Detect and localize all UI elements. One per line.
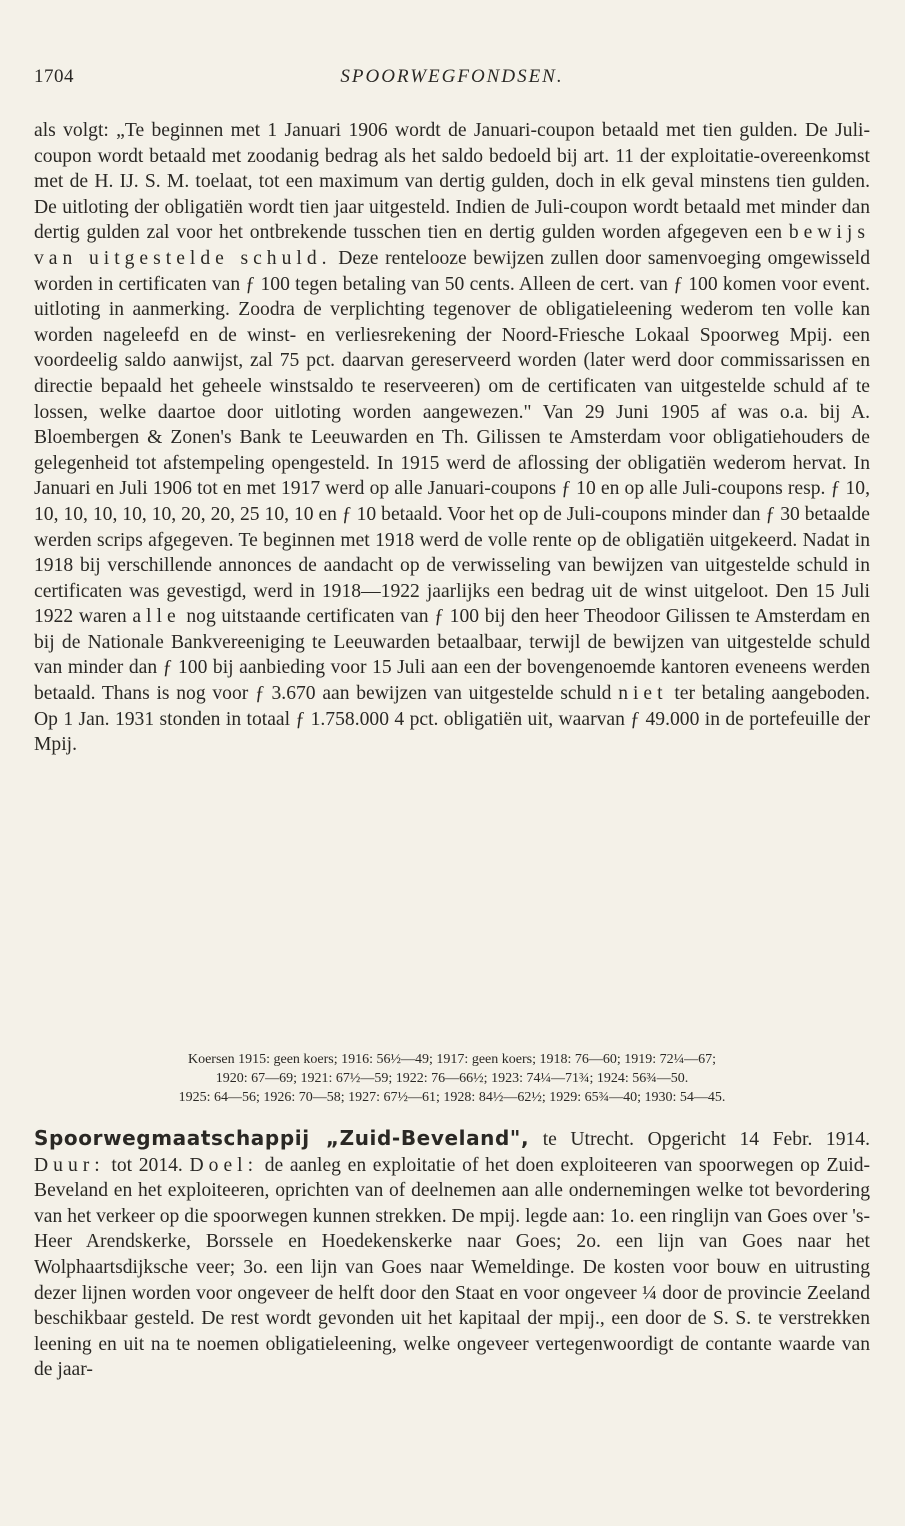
field-label: Doel:	[189, 1154, 259, 1176]
price-quotes	[34, 1050, 870, 1107]
paragraph-text: te Utrecht. Opgericht 14 Febr. 1914.	[542, 1129, 870, 1150]
paragraph-text: Deze rentelooze bewijzen zullen door samenvoeging omgewisseld worden in certificaten van ƒ 100 tegen betaling van 50 cents. Alleen de cert. van ƒ 100 komen voor event. uitloting in aanmerking. Zoodra de verplichting tegenover de obligatieleening wederom ten volle kan worden nageleefd en de winst- en verliesrekening der Noord-Friesche Lokaal Spoorweg Mpij. een voordeelig saldo aanwijst, zal 75 pct. daarvan gereserveerd worden (later werd door commissarissen en directie bepaald het geheele winstsaldo te reserveeren) om de certificaten van uitgestelde schuld af te lossen, welke daartoe door uitloting worden aangewezen." Van 29 Juni 1905 af was o.a. bij A. Bloembergen & Zonen's Bank te Leeuwarden en Th. Gilissen te Amsterdam voor obligatiehouders de gelegenheid tot afstempeling opengesteld. In 1915 werd de aflossing der obligatiën wederom hervat. In Januari en Juli 1906 tot en met 1917 werd op alle Januari-coupons ƒ 10 en op alle Juli-coupons resp. ƒ 10, 10, 10, 10, 10, 10, 20, 20, 25 10, 10 en ƒ 10 betaald. Voor het op de Juli-coupons minder dan ƒ 30 betaalde werden scrips afgegeven. Te beginnen met 1918 werd de volle rente op de obligatiën uitgekeerd. Nadat in 1918 bij verschillende annonces de aandacht op de verwisseling van bewijzen van uitgestelde schuld in certificaten was gevestigd, werd in 1918—1922 jaarlijks een bedrag uit de winst uitgeloot. Den 15 Juli 1922 waren	[34, 247, 870, 628]
company-name: Spoorwegmaatschappij „Zuid-Beveland",	[34, 1126, 530, 1150]
paragraph-text: ter betaling aangeboden. Op 1 Jan. 1931 stonden in totaal ƒ 1.758.000 4 pct. obligatiën uit, waarvan ƒ 49.000 in de portefeuille der Mpij.	[34, 683, 871, 756]
running-head	[34, 66, 870, 92]
running-title: SPOORWEGFONDSEN.	[340, 66, 564, 87]
quotes-line: 1925: 64—56; 1926: 70—58; 1927: 67½—61; 1928: 84½—62½; 1929: 65¾—40; 1930: 54—45.	[178, 1090, 726, 1105]
emphasized-term: alle	[132, 606, 181, 628]
paragraph-text: de aanleg en exploitatie of het doen exploiteeren van spoorwegen op Zuid-Beveland en het exploiteeren, oprichten van of deelnemen aan alle ondernemingen welke tot bevordering van het verkeer op die spoorwegen kunnen strekken. De mpij. legde aan: 1o. een ringlijn van Goes over 's-Heer Arendskerke, Borssele en Hoedekenskerke naar Goes; 2o. een lijn van Goes naar het Wolphaartsdijksche veer; 3o. een lijn van Goes naar Wemeldinge. De kosten voor bouw en uitrusting dezer lijnen worden voor ongeveer de helft door den Staat en voor ongeveer ¼ door de provincie Zeeland beschikbaar gesteld. De rest wordt gevonden uit het kapitaal der mpij., een door de S. S. te verstrekken leening en uit na te noemen obligatieleening, welke ongeveer vertegenwoordigt de contante waarde van de jaar-	[34, 1154, 871, 1381]
quotes-line: 1920: 67—69; 1921: 67½—59; 1922: 76—66½; 1923: 74¼—71¾; 1924: 56¾—50.	[215, 1071, 689, 1086]
paragraph-text: als volgt: „Te beginnen met 1 Januari 1906 wordt de Januari-coupon betaald met tien gulden. De Juli-coupon wordt betaald met zoodanig bedrag als het saldo bedoeld bij art. 11 der exploitatie-overeenkomst met de H. IJ. S. M. toelaat, tot een maximum van dertig gulden, doch in elk geval minstens tien gulden. De uitloting der obligatiën wordt tien jaar uitgesteld. Indien de Juli-coupon wordt betaald met minder dan dertig gulden zal voor het ontbrekende tusschen tien en dertig gulden worden afgegeven een	[34, 120, 870, 244]
field-label: Duur:	[34, 1154, 105, 1176]
paragraph-company	[34, 1126, 870, 1383]
emphasized-term: niet	[618, 683, 668, 705]
quotes-line: Koersen 1915: geen koers; 1916: 56½—49; 1917: geen koers; 1918: 76—60; 1919: 72¼—67;	[187, 1052, 717, 1067]
paragraph-text: nog uitstaande certificaten van ƒ 100 bij den heer Theodoor Gilissen te Amsterdam en bij de Nationale Bankvereeniging te Leeuwarden betaalbaar, terwijl de bewijzen van uitgestelde schuld van minder dan ƒ 100 bij aanbieding voor 15 Juli aan een der bovengenoemde kantoren eveneens werden betaald. Thans is nog voor ƒ 3.670 aan bewijzen van uitgestelde schuld	[34, 606, 871, 705]
page-number: 1704	[34, 66, 74, 87]
paragraph-bonds	[34, 118, 870, 758]
emphasized-term: bewijs van uitgestelde schuld.	[34, 222, 870, 269]
field-value: tot 2014.	[111, 1154, 183, 1176]
